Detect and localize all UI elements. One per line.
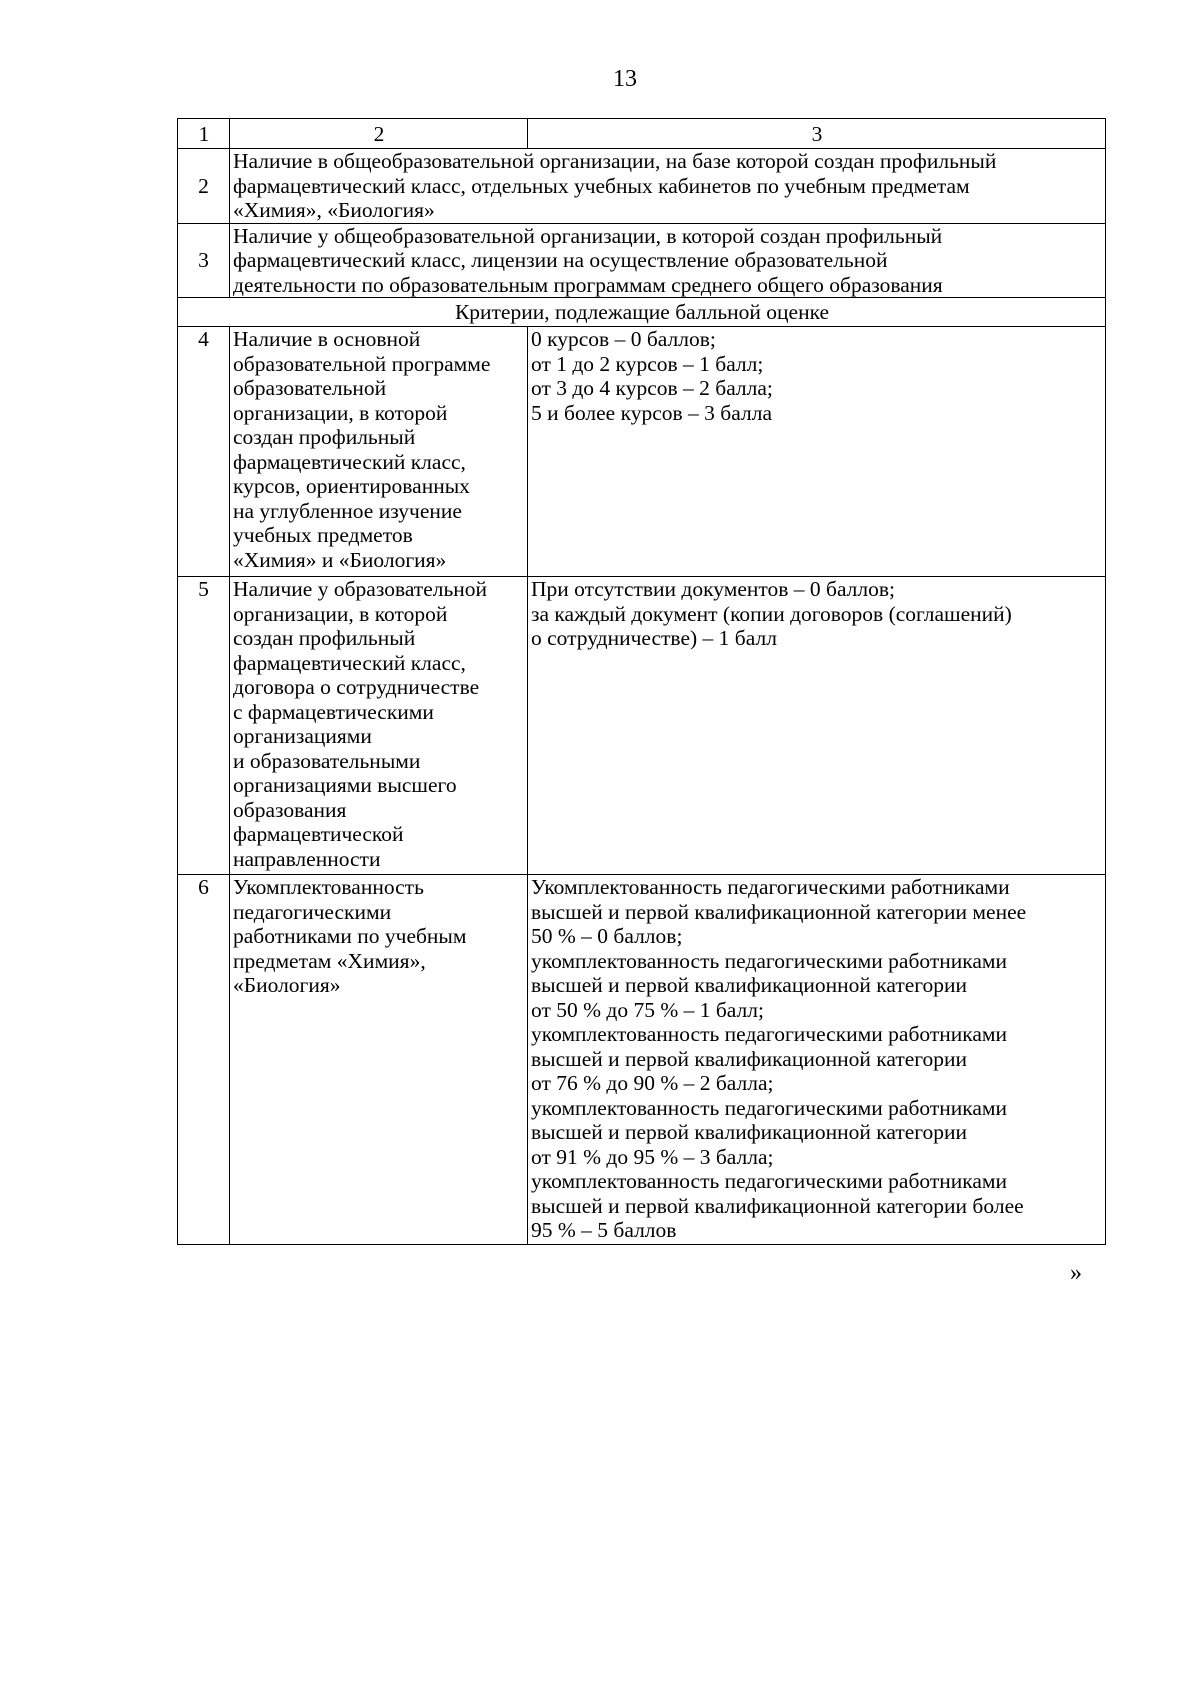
text-line: фармацевтический класс, [233,449,466,474]
text-line: от 1 до 2 курсов – 1 балл; [531,351,764,376]
text-line: организации, в которой [233,400,448,425]
text-line: педагогическими [233,899,392,924]
text-line: организациями [233,724,372,748]
score-cell [528,875,1106,1245]
text-line: 0 курсов – 0 баллов; [531,327,716,351]
text-line: «Химия» и «Биология» [233,547,447,572]
text-line: Укомплектованность [233,875,424,899]
text-line: Наличие у общеобразовательной организации, в которой создан профильный [233,223,943,248]
text-line: фармацевтический класс, лицензии на осуществление образовательной [233,248,888,272]
criterion-cell [230,327,528,577]
text-line: «Химия», «Биология» [233,198,435,222]
text-line: работниками по учебным [233,924,467,948]
text-line: высшей и первой квалификационной категории [531,973,968,997]
criteria-table [177,118,1106,1245]
text-line: от 50 % до 75 % – 1 балл; [531,997,764,1022]
header-col-3: 3 [528,119,1106,149]
row-number: 5 [178,577,230,875]
text-line: укомплектованность педагогическими работниками [531,1022,1008,1046]
header-col-2: 2 [230,119,528,149]
text-line: «Биология» [233,973,341,997]
table-row [178,577,1106,875]
text-line: укомплектованность педагогическими работниками [531,948,1008,973]
text-line: от 3 до 4 курсов – 2 балла; [531,376,773,400]
criterion-cell [230,577,528,875]
text-line: Наличие у образовательной [233,577,488,601]
score-cell [528,327,1106,577]
text-line: высшей и первой квалификационной категории [531,1046,968,1071]
text-line: создан профильный [233,425,416,449]
text-line: При отсутствии документов – 0 баллов; [531,577,896,601]
text-line: с фармацевтическими [233,699,434,724]
text-line: укомплектованность педагогическими работниками [531,1169,1008,1193]
score-cell [528,577,1106,875]
text-line: деятельности по образовательным программам среднего общего образования [233,272,943,297]
row-number: 2 [178,149,230,224]
table-row [178,327,1106,577]
text-line: от 91 % до 95 % – 3 балла; [531,1144,774,1169]
text-line: курсов, ориентированных [233,474,470,498]
text-line: 50 % – 0 баллов; [531,924,683,948]
table-row [178,875,1106,1245]
text-line: фармацевтической [233,822,404,846]
text-line: Наличие в общеобразовательной организации, на базе которой создан профильный [233,149,997,173]
criterion-cell [230,875,528,1245]
row-number: 6 [178,875,230,1245]
table-header-row [178,119,1106,149]
text-line: и образовательными [233,748,421,773]
text-line: 95 % – 5 баллов [531,1218,677,1242]
section-heading-row [178,298,1106,327]
row-number: 4 [178,327,230,577]
closing-quote-mark: » [1070,1260,1082,1286]
text-line: за каждый документ (копии договоров (соглашений) [531,601,1012,626]
page-number: 13 [613,66,637,92]
section-title: Критерии, подлежащие балльной оценке [178,298,1106,327]
text-line: высшей и первой квалификационной категории [531,1120,968,1144]
text-line: 5 и более курсов – 3 балла [531,400,772,425]
text-line: укомплектованность педагогическими работниками [531,1095,1008,1120]
header-col-1: 1 [178,119,230,149]
text-line: фармацевтический класс, [233,650,466,675]
row-text [230,223,1106,298]
text-line: на углубленное изучение [233,498,462,523]
text-line: фармацевтический класс, отдельных учебных кабинетов по учебным предметам [233,173,970,198]
text-line: организациями высшего [233,773,457,797]
text-line: от 76 % до 90 % – 2 балла; [531,1071,774,1095]
row-number: 3 [178,223,230,298]
text-line: высшей и первой квалификационной категории более [531,1193,1024,1218]
text-line: образовательной программе [233,351,491,376]
text-line: Наличие в основной [233,327,421,351]
text-line: создан профильный [233,626,416,650]
table-row [178,149,1106,224]
text-line: учебных предметов [233,523,413,547]
row-text [230,149,1106,224]
text-line: направленности [233,846,381,871]
text-line: организации, в которой [233,601,448,626]
text-line: предметам «Химия», [233,948,426,973]
text-line: образовательной [233,376,387,400]
text-line: образования [233,797,347,822]
table-row [178,223,1106,298]
text-line: высшей и первой квалификационной категории менее [531,899,1027,924]
text-line: Укомплектованность педагогическими работниками [531,875,1010,899]
text-line: договора о сотрудничестве [233,675,480,699]
text-line: о сотрудничестве) – 1 балл [531,626,777,650]
